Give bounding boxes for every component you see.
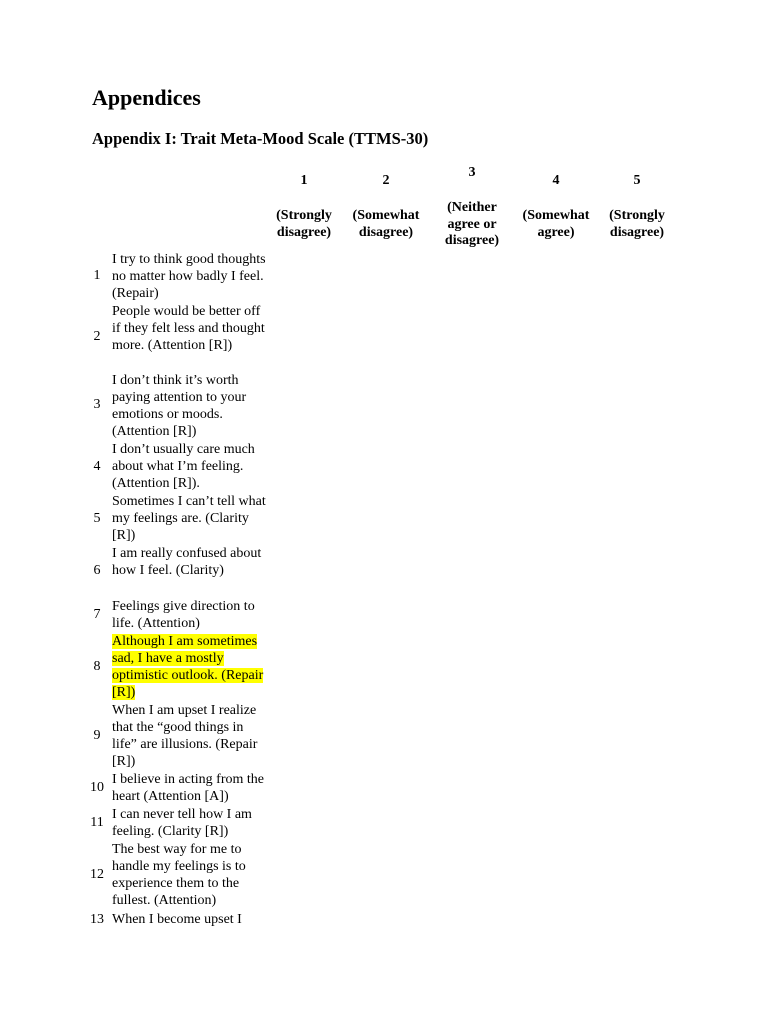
item-number: 6 (93, 563, 101, 578)
scale-number: 3 (468, 165, 476, 180)
item-number: 11 (90, 815, 104, 830)
scale-number: 4 (552, 173, 560, 188)
item-statement: I try to think good thoughts no matter how badly I feel. (Repair) (112, 252, 266, 301)
page-heading: Appendices (92, 85, 201, 110)
item-statement: When I am upset I realize that the “good things in life” are illusions. (Repair [R]) (112, 703, 258, 769)
item-number: 13 (90, 912, 104, 927)
item-number: 7 (93, 607, 101, 622)
item-number: 8 (93, 659, 101, 674)
scale-label: (Neither agree or disagree) (444, 200, 500, 248)
scale-label: (Somewhat disagree) (352, 208, 420, 240)
item-number: 3 (93, 397, 101, 412)
scale-label: (Somewhat agree) (522, 208, 590, 240)
item-statement: I don’t think it’s worth paying attention to your emotions or moods. (Attention [R]) (112, 373, 247, 439)
highlighted-text: Although I am sometimes sad, I have a mostly optimistic outlook. (Repair [R]) (112, 634, 264, 700)
item-number: 9 (93, 728, 101, 743)
item-statement: People would be better off if they felt less and thought more. (Attention [R]) (112, 304, 265, 353)
item-statement: I believe in acting from the heart (Attention [A]) (112, 772, 264, 804)
scale-number: 5 (633, 173, 641, 188)
scale-number: 2 (382, 173, 390, 188)
scale-label: (Strongly disagree) (276, 208, 332, 240)
item-number: 2 (93, 329, 101, 344)
item-statement-highlighted (112, 633, 267, 701)
item-number: 1 (93, 268, 101, 283)
item-number: 12 (90, 867, 104, 882)
item-statement: Sometimes I can’t tell what my feelings are. (Clarity [R]) (112, 494, 266, 543)
item-statement: Feelings give direction to life. (Attention) (112, 599, 255, 631)
item-statement: I am really confused about how I feel. (Clarity) (112, 546, 262, 578)
item-statement: When I become upset I (112, 912, 242, 927)
item-statement: I don’t usually care much about what I’m feeling. (Attention [R]). (112, 442, 255, 491)
item-statement: The best way for me to handle my feelings is to experience them to the fullest. (Attention) (112, 842, 246, 908)
item-number: 4 (93, 459, 101, 474)
item-statement: I can never tell how I am feeling. (Clarity [R]) (112, 807, 252, 839)
appendix-title: Appendix I: Trait Meta-Mood Scale (TTMS-30) (92, 129, 429, 148)
item-number: 10 (90, 780, 104, 795)
scale-label: (Strongly disagree) (609, 208, 665, 240)
item-number: 5 (93, 511, 101, 526)
scale-number: 1 (300, 173, 308, 188)
